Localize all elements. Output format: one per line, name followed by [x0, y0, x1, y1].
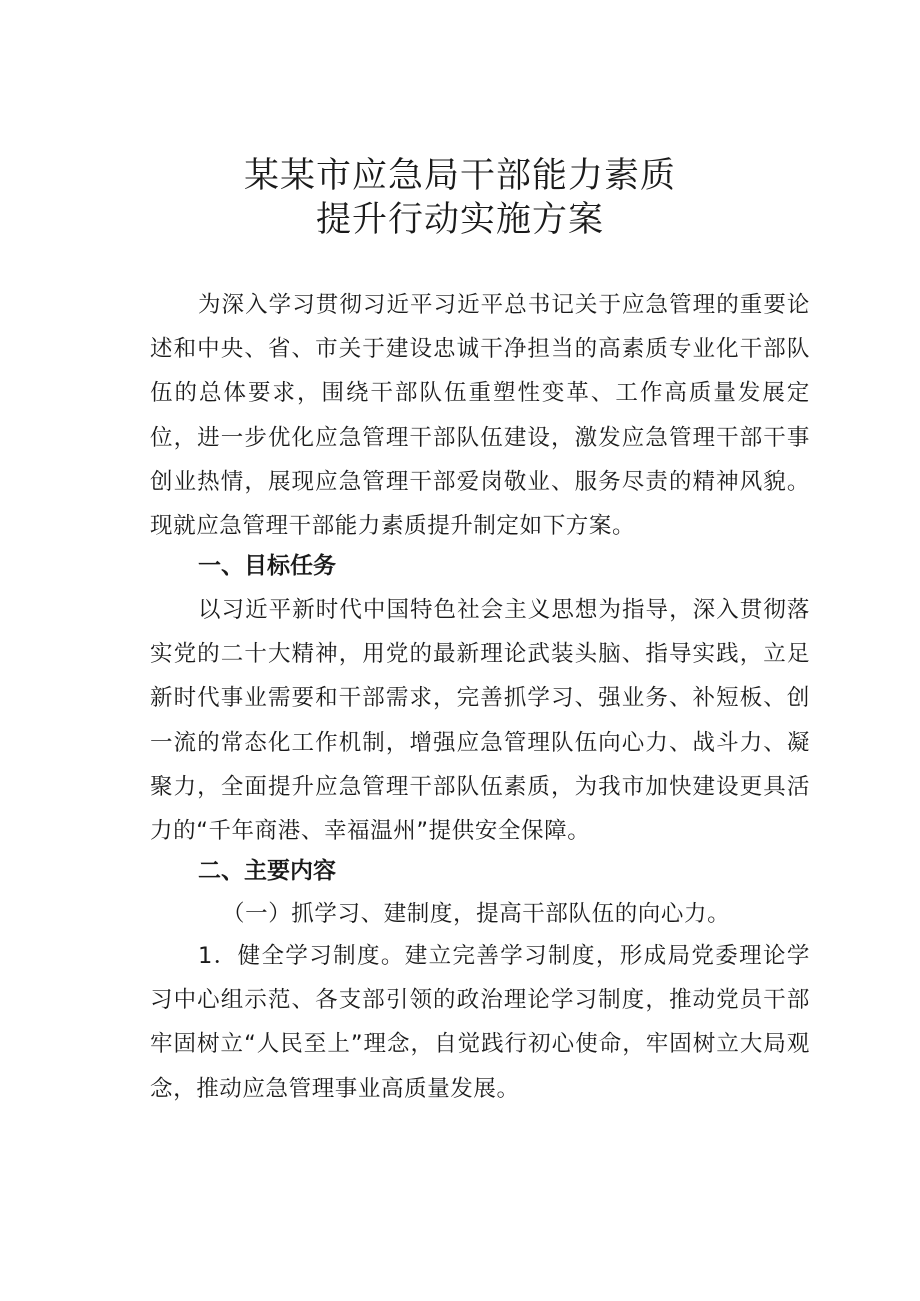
section-heading-goals: 一、目标任务 [198, 553, 336, 579]
subsection-heading-1: （一）抓学习、建制度，提高干部队伍的向心力。 [222, 901, 731, 927]
document-title-line-1: 某某市应急局干部能力素质 [243, 156, 676, 196]
goals-paragraph: 以习近平新时代中国特色社会主义思想为指导，深入贯彻落实党的二十大精神，用党的最新理论武装头脑、指导实践，立足新时代事业需要和干部需求，完善抓学习、强业务、补短板、创一流的常态化工作机制，增强应急管理队伍向心力、战斗力、凝聚力，全面提升应急管理干部队伍素质，为我市加快建设更具活力的“千年商港、幸福温州”提供安全保障。 [150, 597, 810, 845]
document-title-line-2: 提升行动实施方案 [315, 200, 604, 240]
intro-paragraph: 为深入学习贯彻习近平习近平总书记关于应急管理的重要论述和中央、省、市关于建设忠诚干净担当的高素质专业化干部队伍的总体要求，围绕干部队伍重塑性变革、工作高质量发展定位，进一步优化应急管理干部队伍建设，激发应急管理干部干事创业热情，展现应急管理干部爱岗敬业、服务尽责的精神风貌。现就应急管理干部能力素质提升制定如下方案。 [150, 292, 810, 540]
section-heading-main-content: 二、主要内容 [198, 858, 336, 884]
item-1-paragraph: 1．健全学习制度。建立完善学习制度，形成局党委理论学习中心组示范、各支部引领的政治理论学习制度，推动党员干部牢固树立“人民至上”理念，自觉践行初心使命，牢固树立大局观念，推动应急管理事业高质量发展。 [150, 943, 810, 1102]
